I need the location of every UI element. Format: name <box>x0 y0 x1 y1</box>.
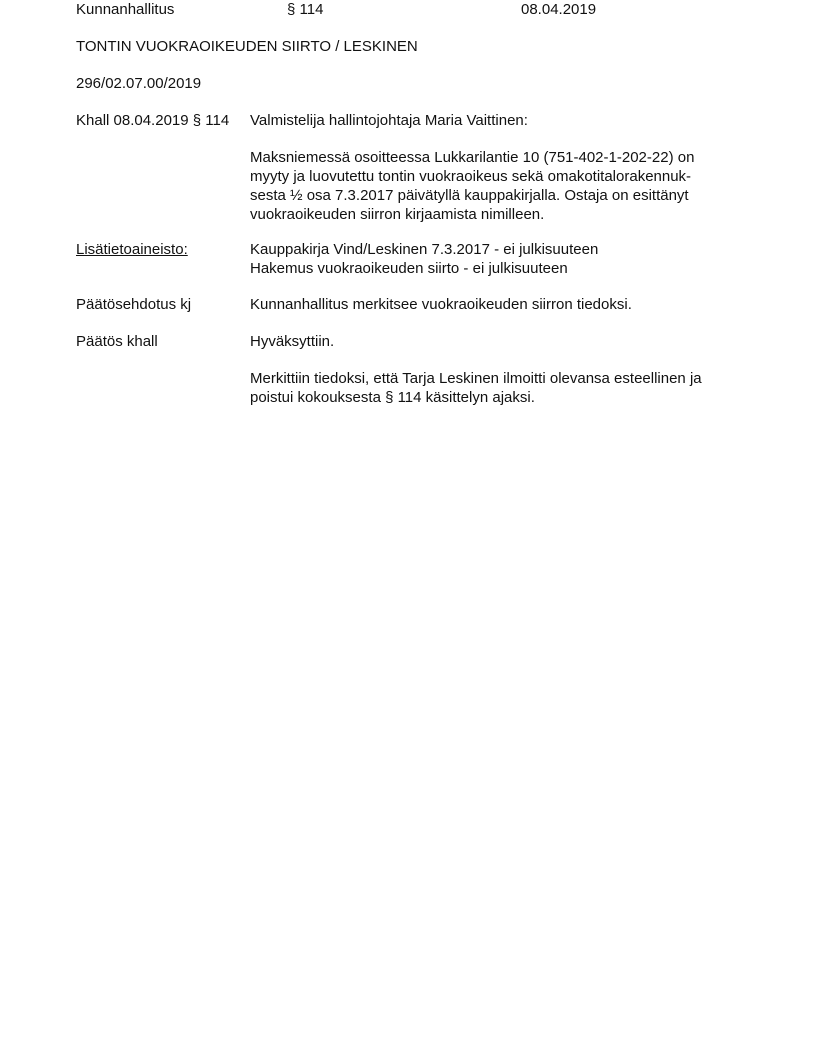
header-date: 08.04.2019 <box>521 1 597 18</box>
decision-note-line: poistui kokouksesta § 114 käsittelyn ajaksi. <box>250 389 535 406</box>
record-number: 296/02.07.00/2019 <box>76 75 202 92</box>
preparation-label: Khall 08.04.2019 § 114 <box>76 112 230 129</box>
preparation-text-line: vuokraoikeuden siirron kirjaamista nimilleen. <box>250 206 545 223</box>
preparer-line: Valmistelija hallintojohtaja Maria Vaittinen: <box>250 112 528 129</box>
preparation-text-line: Maksniemessä osoitteessa Lukkarilantie 10 (751-402-1-202-22) on <box>250 149 695 166</box>
document-title: TONTIN VUOKRAOIKEUDEN SIIRTO / LESKINEN <box>76 38 418 55</box>
header-body: Kunnanhallitus <box>76 1 175 18</box>
proposal-text: Kunnanhallitus merkitsee vuokraoikeuden siirron tiedoksi. <box>250 296 632 313</box>
additional-info-list <box>250 240 770 278</box>
preparation-text-line: sesta ½ osa 7.3.2017 päivätyllä kauppakirjalla. Ostaja on esittänyt <box>250 187 689 204</box>
preparation-text-line: myyty ja luovutettu tontin vuokraoikeus sekä omakotitalorakennuk- <box>250 168 692 185</box>
additional-info-item: Hakemus vuokraoikeuden siirto - ei julkisuuteen <box>250 260 568 277</box>
decision-note-line: Merkittiin tiedoksi, että Tarja Leskinen ilmoitti olevansa esteellinen ja <box>250 370 702 387</box>
additional-info-item: Kauppakirja Vind/Leskinen 7.3.2017 - ei julkisuuteen <box>250 241 599 258</box>
decision-label: Päätös khall <box>76 333 158 350</box>
additional-info-label: Lisätietoaineisto: <box>76 241 188 258</box>
header-section: § 114 <box>287 1 324 18</box>
preparation-text <box>250 148 770 224</box>
decision-text: Hyväksyttiin. <box>250 333 335 350</box>
proposal-label: Päätösehdotus kj <box>76 296 192 313</box>
decision-note <box>250 369 770 407</box>
